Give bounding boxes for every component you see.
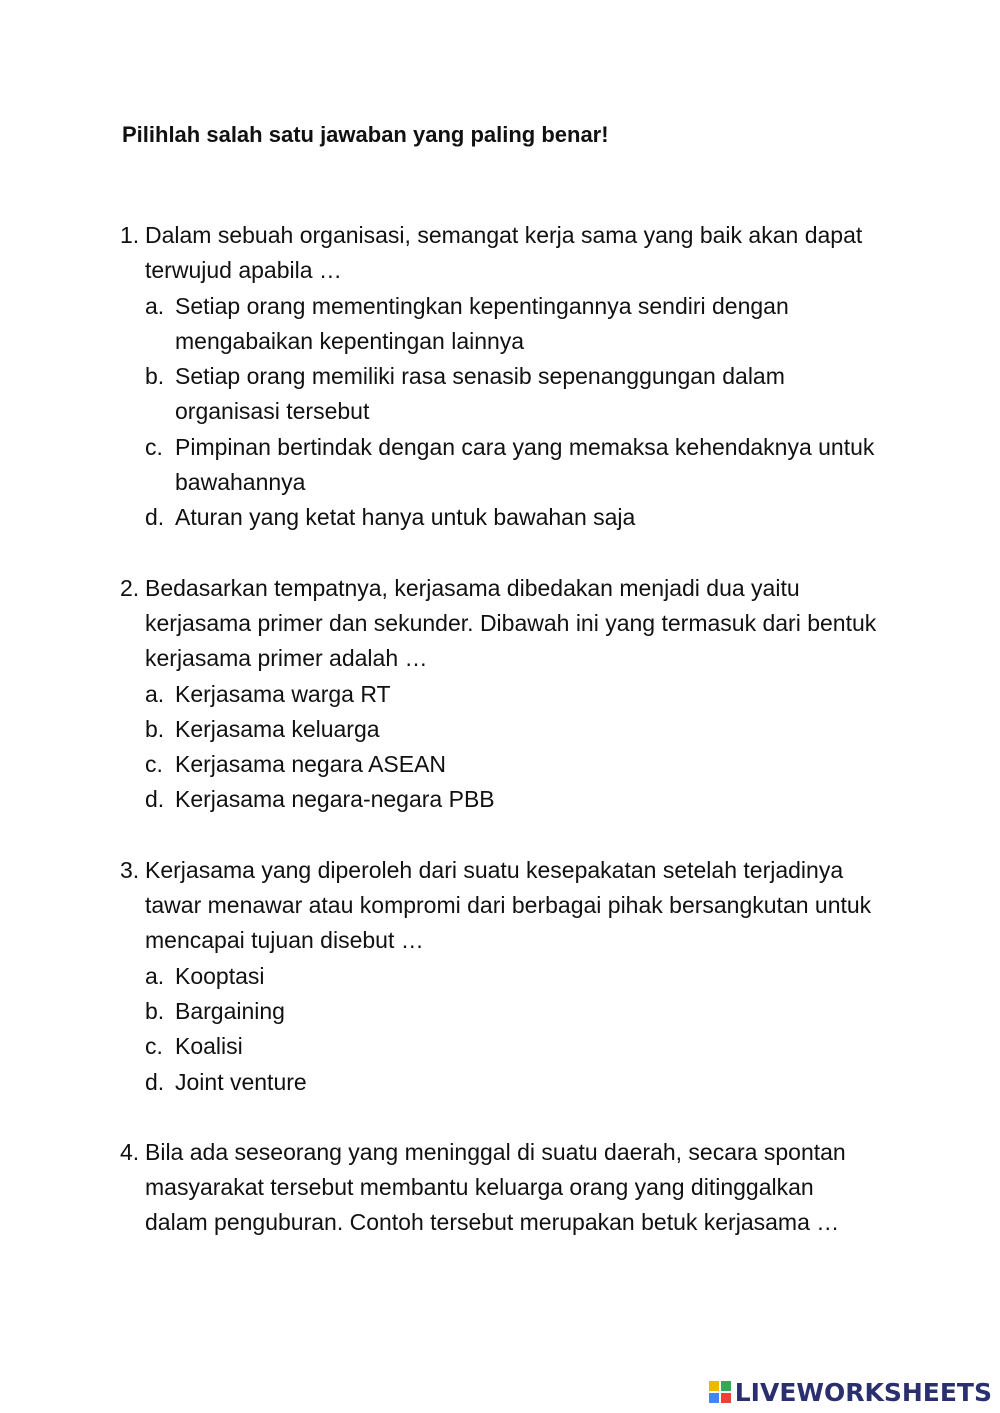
option-letter: d. (145, 504, 165, 531)
option-text: Setiap orang memiliki rasa senasib sepenanggungan dalam organisasi tersebut (175, 363, 785, 425)
instruction-heading: Pilihlah salah satu jawaban yang paling benar! (122, 122, 609, 147)
logo-square (721, 1393, 731, 1403)
option-list (120, 289, 880, 536)
option-list (120, 677, 880, 818)
option-letter: a. (145, 292, 165, 319)
logo-square (709, 1381, 719, 1391)
option-letter: a. (145, 962, 165, 989)
question-4 (120, 1135, 880, 1241)
option-text: Kerjasama negara ASEAN (175, 751, 447, 778)
option-text: Aturan yang ketat hanya untuk bawahan saja (175, 504, 636, 531)
option-letter: b. (145, 997, 165, 1024)
option-text: Setiap orang mementingkan kepentingannya sendiri dengan mengabaikan kepentingan lainnya (175, 292, 789, 354)
option-text: Koalisi (175, 1033, 243, 1060)
option-text: Kerjasama keluarga (175, 715, 380, 742)
option-c (145, 747, 880, 782)
option-letter: b. (145, 363, 165, 390)
option-text: Kooptasi (175, 962, 265, 989)
question-text: Bedasarkan tempatnya, kerjasama dibedakan menjadi dua yaitu kerjasama primer dan sekunder. Dibawah ini yang termasuk dari bentuk kerjasama primer adalah … (145, 574, 877, 672)
option-text: Pimpinan bertindak dengan cara yang memaksa kehendaknya untuk bawahannya (175, 433, 875, 496)
question-number: 1. (120, 222, 140, 248)
option-d (145, 500, 880, 535)
option-text: Joint venture (175, 1068, 307, 1095)
logo-square (721, 1381, 731, 1391)
question-1 (120, 218, 880, 536)
question-text: Kerjasama yang diperoleh dari suatu kesepakatan setelah terjadinya tawar menawar atau kompromi dari berbagai pihak bersangkutan untuk mencapai tujuan disebut … (145, 856, 872, 954)
option-b (145, 359, 880, 430)
logo-mark-icon (709, 1381, 731, 1403)
option-c (145, 1029, 880, 1064)
question-text: Dalam sebuah organisasi, semangat kerja sama yang baik akan dapat terwujud apabila … (145, 222, 863, 284)
option-a (145, 959, 880, 994)
option-d (145, 782, 880, 817)
option-letter: b. (145, 715, 165, 742)
logo-square (709, 1393, 719, 1403)
question-list (120, 218, 880, 1276)
option-letter: d. (145, 786, 165, 813)
option-list (120, 959, 880, 1100)
option-d (145, 1065, 880, 1100)
option-letter: c. (145, 433, 163, 460)
option-a (145, 677, 880, 712)
option-letter: c. (145, 1033, 163, 1060)
option-a (145, 289, 880, 360)
question-number: 2. (120, 574, 140, 601)
option-b (145, 712, 880, 747)
option-b (145, 994, 880, 1029)
question-2 (120, 571, 880, 818)
option-text: Kerjasama negara-negara PBB (175, 786, 495, 813)
option-text: Kerjasama warga RT (175, 680, 391, 707)
option-letter: d. (145, 1068, 165, 1095)
option-c (145, 430, 880, 501)
logo-text: LIVEWORKSHEETS (734, 1377, 992, 1407)
option-letter: c. (145, 751, 163, 778)
question-number: 4. (120, 1138, 140, 1165)
liveworksheets-logo (709, 1377, 992, 1407)
option-text: Bargaining (175, 997, 285, 1024)
option-letter: a. (145, 680, 165, 707)
question-text: Bila ada seseorang yang meninggal di suatu daerah, secara spontan masyarakat tersebut membantu keluarga orang yang ditinggalkan dalam penguburan. Contoh tersebut merupakan betuk kerjasama … (145, 1138, 846, 1236)
question-3 (120, 853, 880, 1100)
question-number: 3. (120, 856, 140, 883)
